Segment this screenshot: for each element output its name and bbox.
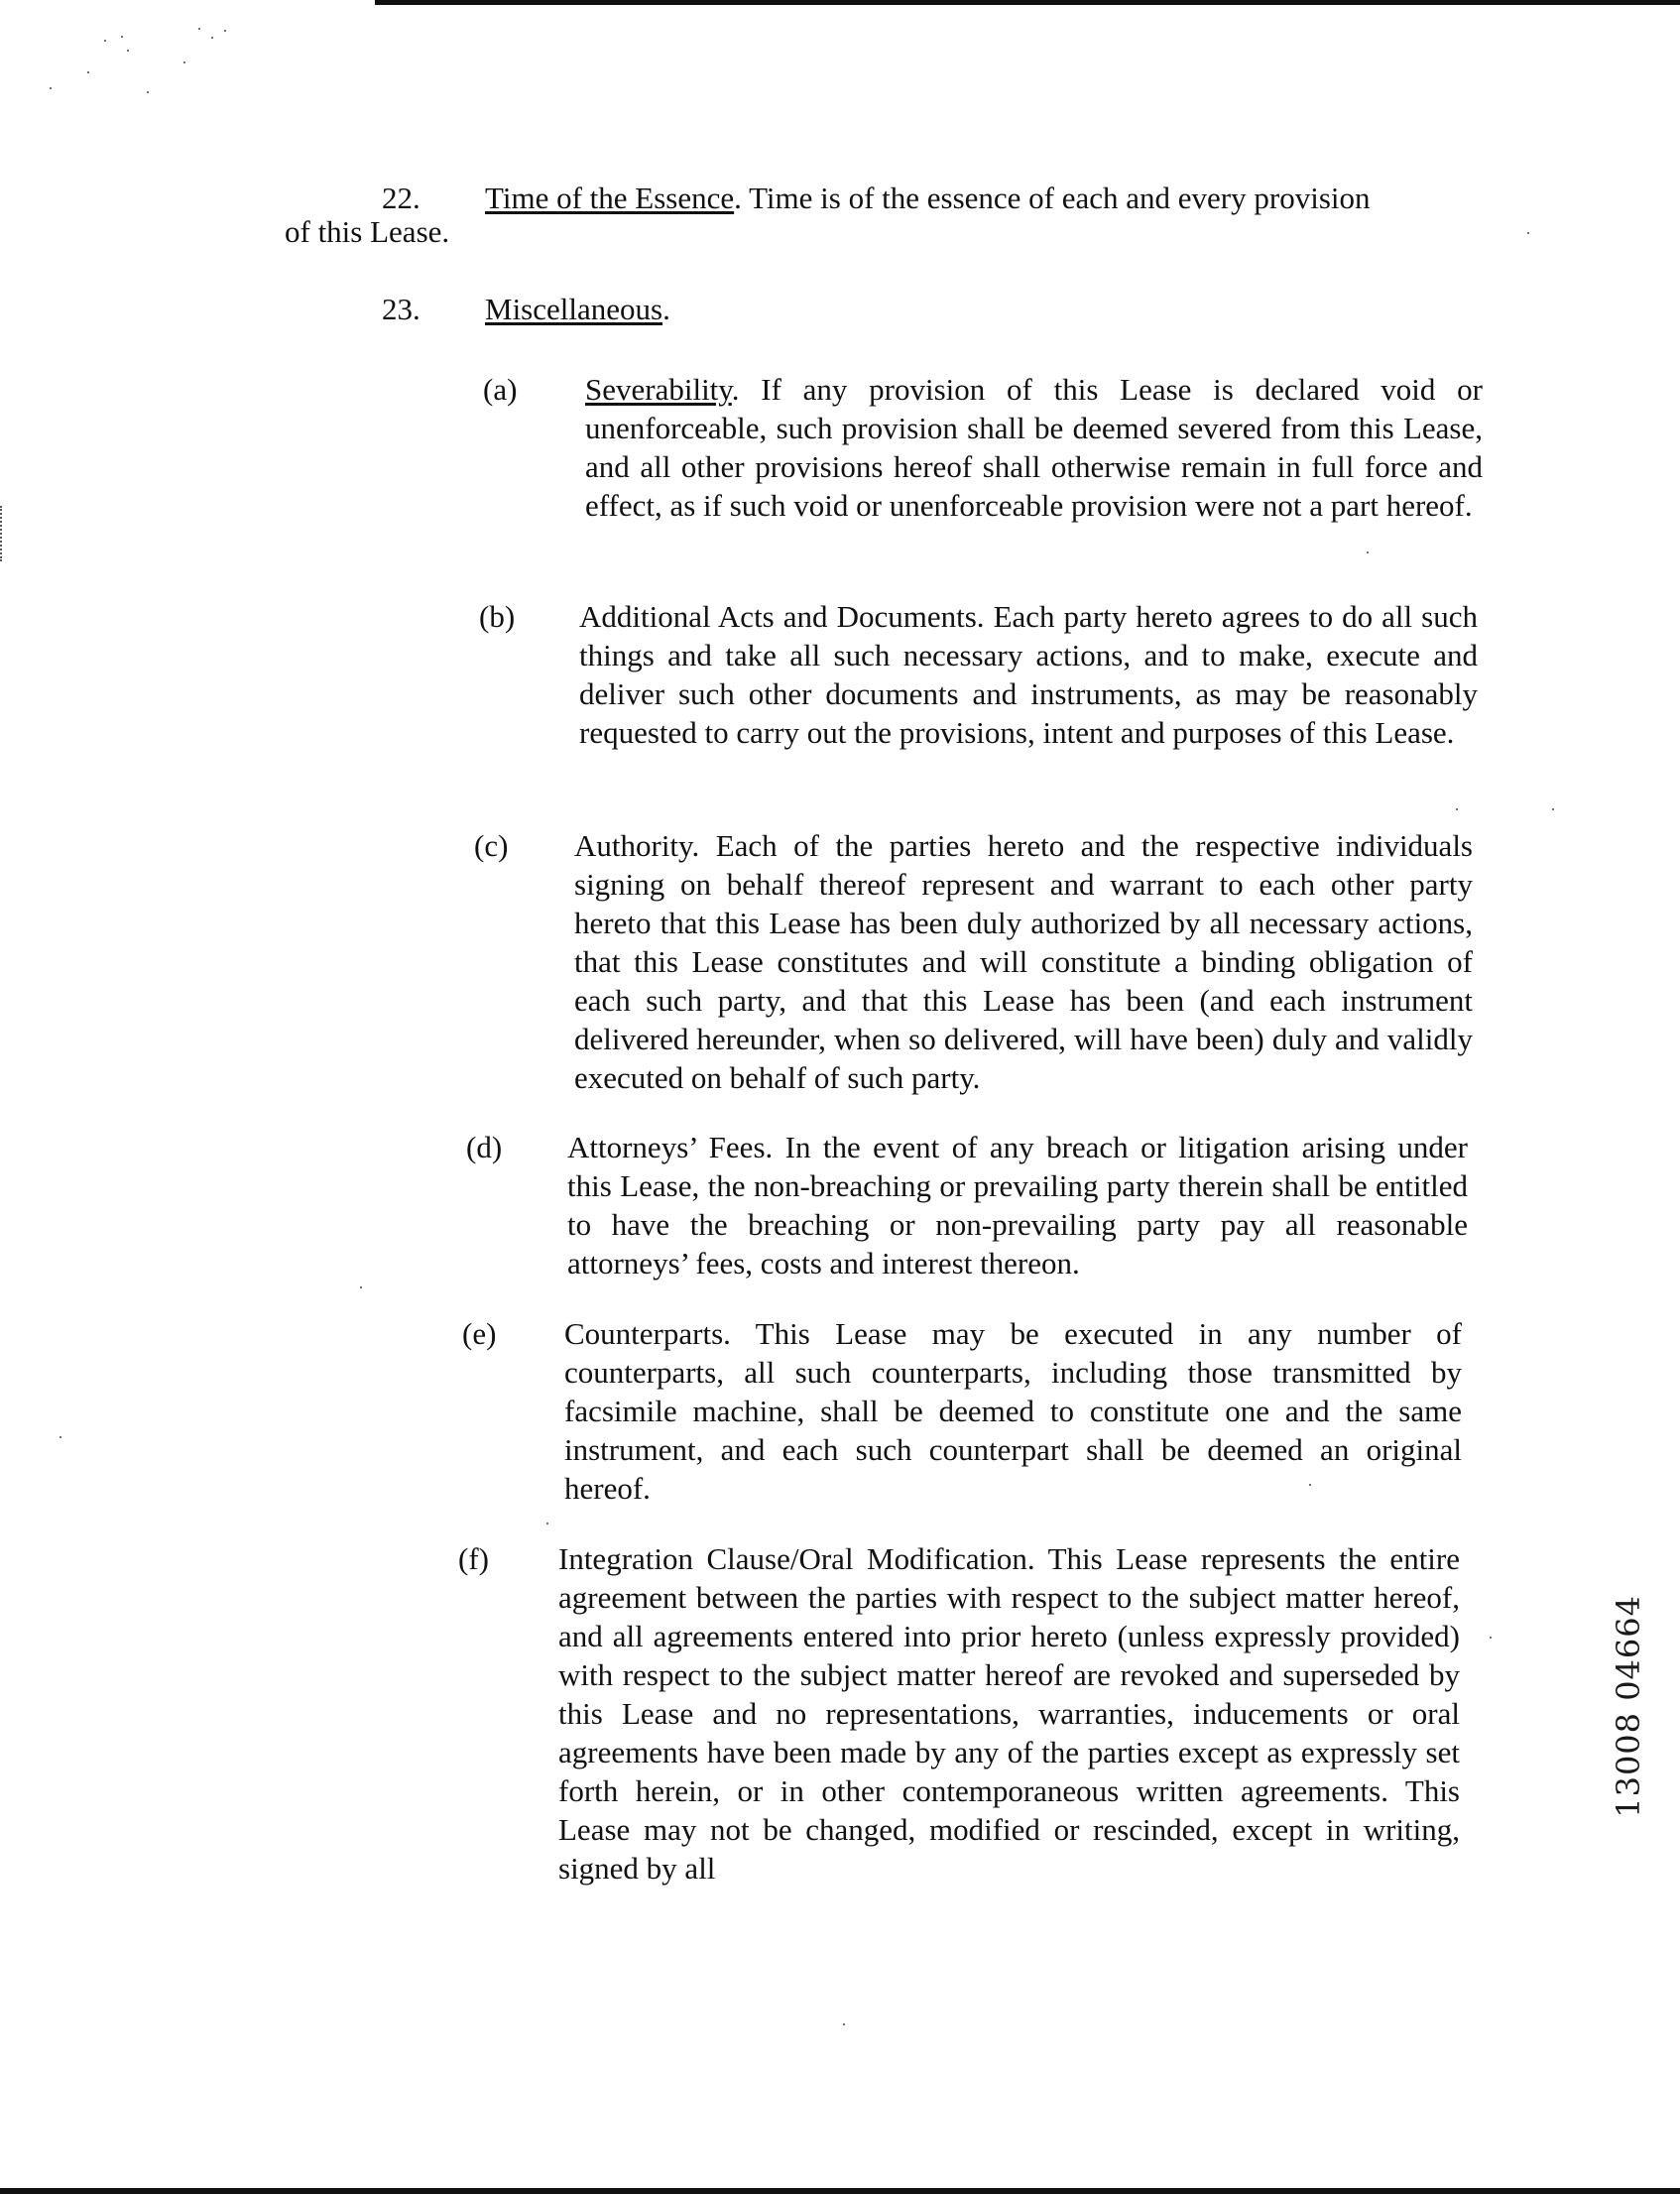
section-22: [0, 179, 1680, 258]
section-22-text-line-1: . Time is of the essence of each and every provision: [734, 181, 1371, 215]
subsection-f-label: (f): [458, 1541, 489, 1576]
section-23-heading-suffix: .: [662, 292, 670, 326]
subsection-b-label: (b): [479, 599, 516, 634]
section-22-text-line-2: of this Lease.: [285, 214, 450, 249]
subsection-e-text: This Lease may be executed in any number of counterparts, all such counterparts, including those transmitted by facsimile machine, shall be deemed to constitute one and the same instrument, and each such counterpart shall be deemed an original hereof.: [564, 1316, 1462, 1506]
section-23-heading: Miscellaneous: [485, 292, 663, 326]
subsection-c-body: [574, 826, 1473, 1097]
subsection-a-text: . If any provision of this Lease is declared void or unenforceable, such provision shall be deemed severed from this Lease, and all other provisions hereof shall otherwise remain in full force and effect, as if such void or unenforceable provision were not a part hereof.: [585, 372, 1483, 523]
subsection-c-title: Authority.: [574, 828, 700, 863]
section-22-number: 22.: [382, 181, 420, 215]
subsection-f-text: This Lease represents the entire agreement between the parties with respect to the subject matter hereof, and all agreements entered into prior hereto (unless expressly provided) with respect to the subject matter hereof are revoked and superseded by this Lease and no representations, warranties, inducements or oral agreements have been made by any of the parties except as expressly set forth herein, or in other contemporaneous written agreements. This Lease may not be changed, modified or rescinded, except in writing, signed by all: [558, 1541, 1461, 1886]
subsection-b-text: Each party hereto agrees to do all such things and take all such necessary actions, and to make, execute and deliver such other documents and instruments, as may be reasonably requested to carry out the provisions, intent and purposes of this Lease.: [579, 599, 1478, 750]
section-22-first-line: [485, 179, 1371, 217]
subsection-a-body: [585, 370, 1483, 525]
section-23: [0, 290, 1680, 329]
section-23-heading-wrap: [485, 290, 670, 328]
subsection-c-label: (c): [474, 828, 509, 863]
subsection-a-title: Severability: [585, 372, 732, 407]
subsection-e-title: Counterparts.: [564, 1316, 731, 1351]
subsection-d-text: In the event of any breach or litigation arising under this Lease, the non-breaching or prevailing party therein shall be entitled to have the breaching or non-prevailing party pay all reasonable attorneys’ fees, costs and interest thereon.: [567, 1130, 1468, 1280]
subsection-d-title: Attorneys’ Fees.: [567, 1130, 774, 1164]
section-23-number: 23.: [382, 292, 420, 326]
subsection-d-label: (d): [466, 1130, 503, 1164]
subsection-b-title: Additional Acts and Documents.: [579, 599, 985, 634]
bates-number-stamp: 13008 04664: [1610, 1595, 1647, 1818]
subsection-f-title: Integration Clause/Oral Modification.: [558, 1541, 1035, 1576]
subsection-b-body: [579, 597, 1478, 752]
section-22-heading: Time of the Essence: [485, 181, 735, 215]
subsection-d-body: [567, 1128, 1468, 1282]
subsection-e-body: [564, 1314, 1462, 1508]
subsection-e-label: (e): [462, 1316, 497, 1351]
subsection-a-label: (a): [483, 372, 518, 407]
subsection-c-text: Each of the parties hereto and the respective individuals signing on behalf thereof represent and warrant to each other party hereto that this Lease has been duly authorized by all necessary actions, that this Lease constitutes and will constitute a binding obligation of each such party, and that this Lease has been (and each instrument delivered hereunder, when so delivered, will have been) duly and validly executed on behalf of such party.: [574, 828, 1473, 1095]
subsection-f-body: [558, 1539, 1460, 1888]
